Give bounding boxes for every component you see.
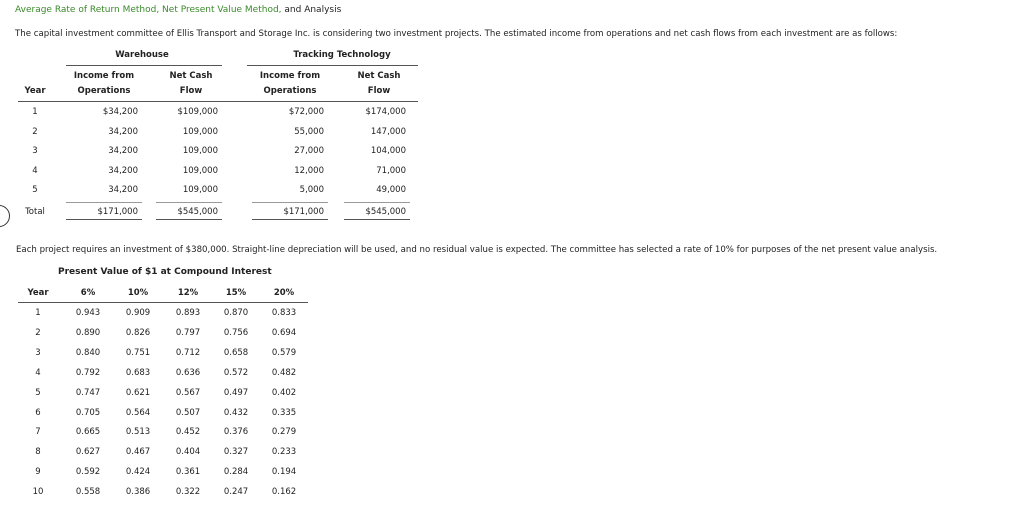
cell-t-income: 5,000 [299,185,324,195]
pv-factor-cell: 0.279 [271,427,297,438]
tracking-rule [247,65,418,66]
pv-factor-cell: 0.592 [75,467,101,478]
cell-w-income: $34,200 [102,107,138,117]
t-income-header-2: Operations [263,86,317,96]
pv-factor-cell: 0.909 [125,308,151,318]
t-income-total-rule [252,202,328,203]
title-suffix: and Analysis [281,5,342,15]
pv-factor-cell: 0.694 [271,327,297,338]
pv-year-cell: 1 [35,308,41,318]
pv-factor-cell: 0.386 [125,487,151,498]
pv-factor-cell: 0.452 [175,427,201,438]
intro-text: The capital investment committee of Ellis Transport and Storage Inc. is considering two investment projects. The estimated income from operations and net cash flows from each investment are as follows: [15,29,898,39]
pv-factor-cell: 0.567 [175,387,201,398]
tracking-header: Tracking Technology [293,50,391,60]
pv-factor-cell: 0.751 [125,347,151,358]
pv-factor-cell: 0.712 [175,347,201,358]
pv-factor-cell: 0.943 [75,308,101,318]
pv-factor-cell: 0.482 [271,367,297,378]
total-t-income: $171,000 [283,207,324,217]
pv-header-rule [18,302,308,303]
cell-year: 4 [32,165,38,176]
cell-t-cash: 49,000 [376,185,406,195]
cell-t-cash: 147,000 [370,126,406,137]
pv-factor-cell: 0.233 [271,447,297,458]
pv-factor-cell: 0.513 [125,427,151,438]
investment-description: Each project requires an investment of $380,000. Straight-line depreciation will be used, and no residual value is expected. The committee has selected a rate of 10% for purposes of the net present value analysis. [16,245,938,255]
pv-factor-cell: 0.826 [125,327,151,338]
pv-factor-cell: 0.404 [175,447,201,458]
pv-factor-cell: 0.247 [223,487,249,498]
pv-factor-cell: 0.194 [271,467,297,478]
pv-year-header: Year [27,288,49,298]
cell-w-income: 34,200 [108,185,138,195]
pv-factor-cell: 0.564 [125,407,151,418]
cell-w-income: 34,200 [108,165,138,176]
w-income-double-rule [66,219,142,220]
pv-factor-cell: 0.402 [271,387,297,398]
pv-factor-cell: 0.572 [223,367,249,378]
pv-factor-cell: 0.890 [75,327,101,338]
pv-rate-header: 12% [177,288,199,298]
pv-factor-cell: 0.361 [175,467,201,478]
total-t-cash: $545,000 [365,207,406,217]
cell-t-income: $72,000 [288,107,324,117]
pv-factor-cell: 0.621 [125,387,151,398]
pv-factor-cell: 0.870 [223,308,249,318]
pv-factor-cell: 0.683 [125,367,151,378]
w-income-header-1: Income from [73,71,135,81]
t-cash-header-1: Net Cash [357,71,401,81]
pv-year-cell: 9 [35,467,41,478]
pv-table-title: Present Value of $1 at Compound Interest [58,267,272,277]
pv-factor-cell: 0.665 [75,427,101,438]
w-cash-header-1: Net Cash [169,71,213,81]
pv-factor-cell: 0.636 [175,367,201,378]
cell-t-income: 12,000 [294,165,324,176]
w-cash-header-2: Flow [179,86,203,96]
w-cash-total-rule [156,202,222,203]
pv-factor-cell: 0.579 [271,347,297,358]
pv-factor-cell: 0.376 [223,427,249,438]
pv-year-cell: 2 [35,327,41,338]
cell-t-cash: $174,000 [365,107,406,117]
pv-factor-cell: 0.747 [75,387,101,398]
pv-year-cell: 3 [35,347,41,358]
pv-factor-cell: 0.424 [125,467,151,478]
pv-factor-cell: 0.705 [75,407,101,418]
pv-year-cell: 5 [35,387,41,398]
pv-year-cell: 8 [35,447,41,458]
pv-year-cell: 6 [35,407,41,418]
pv-factor-cell: 0.833 [271,308,297,318]
problem-title [15,5,341,15]
cell-year: 3 [32,146,38,156]
pv-factor-cell: 0.507 [175,407,201,418]
total-label: Total [25,207,45,217]
pv-rate-header: 20% [273,288,295,298]
pv-factor-cell: 0.792 [75,367,101,378]
cell-year: 5 [32,185,38,195]
pv-factor-cell: 0.840 [75,347,101,358]
title-link[interactable]: Average Rate of Return Method, Net Present Value Method, [15,5,282,15]
w-income-header-2: Operations [77,86,131,96]
pv-factor-cell: 0.335 [271,407,297,418]
pv-rate-header: 6% [80,288,96,298]
cell-w-income: 34,200 [108,146,138,156]
warehouse-rule [66,65,222,66]
pv-factor-cell: 0.497 [223,387,249,398]
cell-t-income: 55,000 [294,126,324,137]
cell-w-cash: $109,000 [177,107,218,117]
cell-year: 1 [32,107,38,117]
cell-t-income: 27,000 [294,146,324,156]
cell-w-cash: 109,000 [182,126,218,137]
warehouse-header: Warehouse [115,50,169,60]
cell-w-cash: 109,000 [182,165,218,176]
pv-factor-cell: 0.467 [125,447,151,458]
cell-w-income: 34,200 [108,126,138,137]
t-cash-total-rule [344,202,410,203]
pv-factor-cell: 0.327 [223,447,249,458]
pv-factor-cell: 0.658 [223,347,249,358]
w-income-total-rule [66,202,142,203]
total-w-cash: $545,000 [177,207,218,217]
pv-factor-cell: 0.284 [223,467,249,478]
pv-rate-header: 15% [225,288,247,298]
pv-factor-cell: 0.627 [75,447,101,458]
side-marker-circle [0,205,10,227]
w-cash-double-rule [156,219,222,220]
pv-factor-cell: 0.322 [175,487,201,498]
cell-w-cash: 109,000 [182,146,218,156]
t-cash-double-rule [344,219,410,220]
pv-rate-header: 10% [127,288,149,298]
pv-factor-cell: 0.432 [223,407,249,418]
pv-year-cell: 4 [35,367,41,378]
pv-factor-cell: 0.756 [223,327,249,338]
pv-factor-cell: 0.893 [175,308,201,318]
cell-year: 2 [32,126,38,137]
t-cash-header-2: Flow [367,86,391,96]
cell-w-cash: 109,000 [182,185,218,195]
cell-t-cash: 71,000 [376,165,406,176]
pv-year-cell: 10 [32,487,44,498]
year-header: Year [24,86,46,96]
pv-factor-cell: 0.797 [175,327,201,338]
total-w-income: $171,000 [97,207,138,217]
t-income-double-rule [252,219,328,220]
header-rule [18,101,418,102]
t-income-header-1: Income from [259,71,321,81]
cell-t-cash: 104,000 [370,146,406,156]
pv-factor-cell: 0.558 [75,487,101,498]
pv-factor-cell: 0.162 [271,487,297,498]
pv-year-cell: 7 [35,427,41,438]
